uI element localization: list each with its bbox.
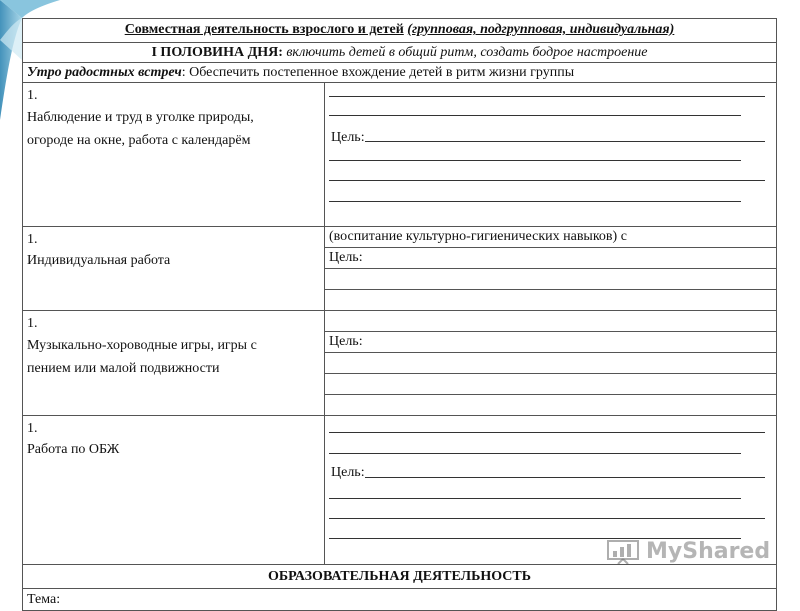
daily-plan-table (22, 18, 777, 611)
education-row (23, 565, 777, 589)
morning-text: : Обеспечить постепенное вхождение детей в ритм жизни группы (181, 65, 575, 80)
goal-label[interactable]: Цель: (325, 332, 777, 353)
activity-cell (23, 83, 325, 227)
fill-line (329, 160, 741, 161)
blank-entry[interactable] (325, 395, 777, 416)
blank-entry[interactable] (325, 290, 777, 311)
topic-label[interactable]: Тема: (23, 589, 777, 611)
watermark (606, 538, 770, 564)
activity-number: 1. (27, 316, 38, 331)
blank-entry[interactable] (325, 311, 777, 332)
activity-text-line1: Музыкально-хороводные игры, игры с (27, 338, 257, 353)
blank-entry[interactable] (325, 269, 777, 290)
fill-line (329, 180, 765, 181)
activity-notes-cell[interactable] (325, 83, 777, 227)
header-row-morning (23, 63, 777, 83)
title-paren: (групповая, подгрупповая, индивидуальная) (407, 22, 675, 37)
fill-line (365, 141, 765, 142)
half-day-heading (23, 43, 777, 63)
half-day-label: I ПОЛОВИНА ДНЯ: (151, 45, 283, 60)
morning-heading (23, 63, 777, 83)
blank-entry[interactable] (325, 353, 777, 374)
title-main: Совместная деятельность взрослого и детей (124, 22, 404, 37)
activity-text-line1: Работа по ОБЖ (27, 442, 120, 457)
header-row-half-day (23, 43, 777, 63)
presentation-chart-icon (606, 538, 640, 564)
table-title (23, 19, 777, 43)
activity-text-line1: Наблюдение и труд в уголке природы, (27, 110, 254, 125)
activity-text-line2: огороде на окне, работа с календарём (27, 133, 251, 148)
blank-entry[interactable] (325, 374, 777, 395)
fill-line (329, 498, 741, 499)
goal-label: Цель: (331, 130, 365, 145)
fill-line (329, 432, 765, 433)
fill-line (329, 96, 765, 97)
activity-row (23, 227, 777, 248)
fill-line (365, 477, 765, 478)
education-title: ОБРАЗОВАТЕЛЬНАЯ ДЕЯТЕЛЬНОСТЬ (23, 565, 777, 589)
fill-line (329, 518, 765, 519)
fill-line (329, 201, 741, 202)
activity-text-line1: Индивидуальная работа (27, 253, 171, 268)
goal-label[interactable]: Цель: (325, 248, 777, 269)
activity-cell (23, 311, 325, 416)
activity-text-line2: пением или малой подвижности (27, 361, 220, 376)
activity-number: 1. (27, 232, 38, 247)
activity-row (23, 83, 777, 227)
activity-row (23, 311, 777, 332)
individual-note[interactable]: (воспитание культурно-гигиенических навыков) с (325, 227, 777, 248)
fill-line (329, 115, 741, 116)
activity-number: 1. (27, 421, 38, 436)
activity-cell (23, 227, 325, 311)
watermark-text: MyShared (646, 538, 771, 564)
activity-cell (23, 416, 325, 565)
fill-line (329, 453, 741, 454)
activity-number: 1. (27, 88, 38, 103)
goal-label: Цель: (331, 465, 365, 480)
planning-sheet (22, 18, 776, 607)
header-row-title (23, 19, 777, 43)
morning-label: Утро радостных встреч (27, 65, 182, 80)
half-day-text: включить детей в общий ритм, создать бодрое настроение (286, 45, 648, 60)
